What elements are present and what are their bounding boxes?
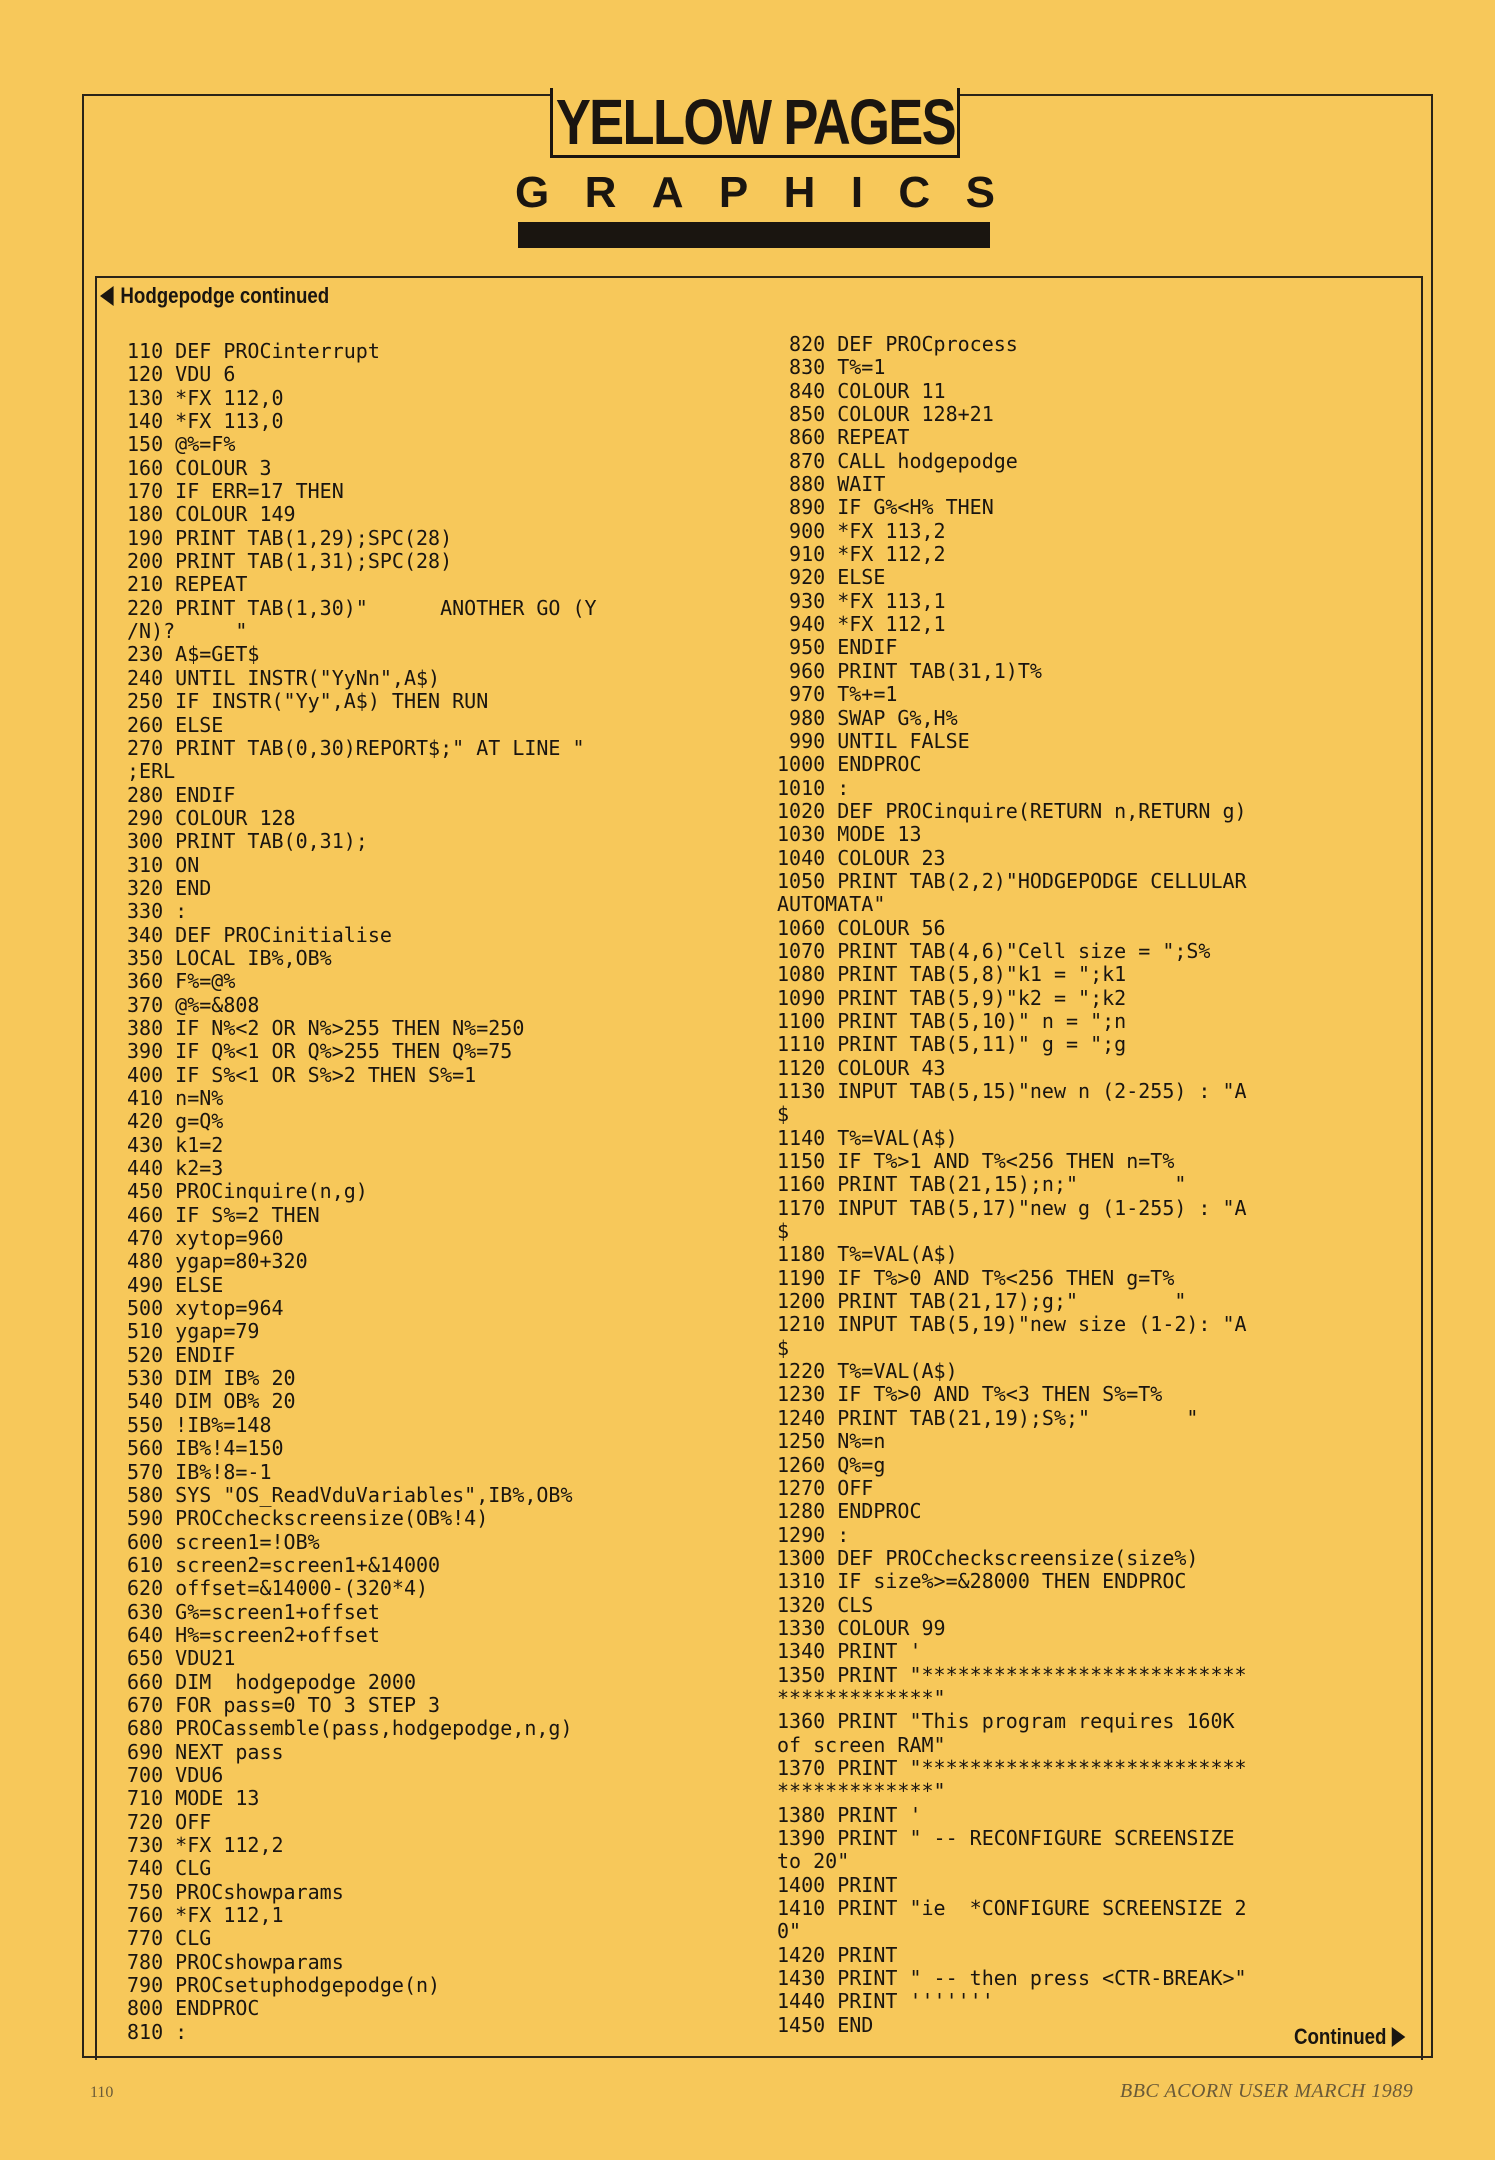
code-listing-right: 820 DEF PROCprocess 830 T%=1 840 COLOUR 11 850 COLOUR 128+21 860 REPEAT 870 CALL hodgepodge 880 WAIT 890 IF G%<H% THEN 900 *FX 113,2 910 *FX 112,2 920 ELSE 930 *FX 113,1 940 *FX 112,1 950 ENDIF 960 PRINT TAB(31,1)T% 970 T%+=1 980 SWAP G%,H% 990 UNTIL FALSE 1000 ENDPROC 1010 : 1020 DEF PROCinquire(RETURN n,RETURN g) 1030 MODE 13 1040 COLOUR 23 1050 PRINT TAB(2,2)"HODGEPODGE CELLULAR AUTOMATA" 1060 COLOUR 56 1070 PRINT TAB(4,6)"Cell size = ";S% 1080 PRINT TAB(5,8)"k1 = ";k1 1090 PRINT TAB(5,9)"k2 = ";k2 1100 PRINT TAB(5,10)" n = ";n 1110 PRINT TAB(5,11)" g = ";g 1120 COLOUR 43 1130 INPUT TAB(5,15)"new n (2-255) : "A $ 1140 T%=VAL(A$) 1150 IF T%>1 AND T%<256 THEN n=T% 1160 PRINT TAB(21,15);n;" " 1170 INPUT TAB(5,17)"new g (1-255) : "A $ 1180 T%=VAL(A$) 1190 IF T%>0 AND T%<256 THEN g=T% 1200 PRINT TAB(21,17);g;" " 1210 INPUT TAB(5,19)"new size (1-2): "A $ 1220 T%=VAL(A$) 1230 IF T%>0 AND T%<3 THEN S%=T% 1240 PRINT TAB(21,19);S%;" " 1250 N%=n 1260 Q%=g 1270 OFF 1280 ENDPROC 1290 : 1300 DEF PROCcheckscreensize(size%) 1310 IF size%>=&28000 THEN ENDPROC 1320 CLS 1330 COLOUR 99 1340 PRINT ' 1350 PRINT "*************************** *************" 1360 PRINT "This program requires 160K of screen RAM" 1370 PRINT "*************************** *************" 1380 PRINT ' 1390 PRINT " -- RECONFIGURE SCREENSIZE to 20" 1400 PRINT 1410 PRINT "ie *CONFIGURE SCREENSIZE 2 0" 1420 PRINT 1430 PRINT " -- then press <CTR-BREAK>" 1440 PRINT ''''''' 1450 END: [777, 332, 1247, 2037]
section-letter: G: [515, 168, 550, 217]
section-divider-bar: [518, 222, 990, 248]
publication-footer: BBC ACORN USER MARCH 1989: [1120, 2080, 1414, 2102]
arrow-right-icon: [1392, 2027, 1406, 2047]
masthead-title: YELLOW PAGES: [555, 85, 955, 158]
continued-from-text: Hodgepodge continued: [120, 283, 330, 308]
section-letter: C: [898, 168, 931, 217]
arrow-left-icon: [100, 286, 114, 306]
section-letter: P: [718, 168, 749, 217]
continued-to-text: Continued: [1294, 2024, 1387, 2049]
page-number: 110: [90, 2084, 114, 2101]
masthead-box: [550, 85, 960, 158]
section-title: [515, 168, 995, 218]
continued-from-label: [100, 283, 329, 309]
section-letter: I: [850, 168, 864, 217]
section-letter: S: [965, 168, 995, 217]
continued-to-label: [1294, 2024, 1405, 2050]
code-listing-left: 110 DEF PROCinterrupt 120 VDU 6 130 *FX 112,0 140 *FX 113,0 150 @%=F% 160 COLOUR 3 170 IF ERR=17 THEN 180 COLOUR 149 190 PRINT TAB(1,29);SPC(28) 200 PRINT TAB(1,31);SPC(28) 210 REPEAT 220 PRINT TAB(1,30)" ANOTHER GO (Y /N)? " 230 A$=GET$ 240 UNTIL INSTR("YyNn",A$) 250 IF INSTR("Yy",A$) THEN RUN 260 ELSE 270 PRINT TAB(0,30)REPORT$;" AT LINE " ;ERL 280 ENDIF 290 COLOUR 128 300 PRINT TAB(0,31); 310 ON 320 END 330 : 340 DEF PROCinitialise 350 LOCAL IB%,OB% 360 F%=@% 370 @%=&808 380 IF N%<2 OR N%>255 THEN N%=250 390 IF Q%<1 OR Q%>255 THEN Q%=75 400 IF S%<1 OR S%>2 THEN S%=1 410 n=N% 420 g=Q% 430 k1=2 440 k2=3 450 PROCinquire(n,g) 460 IF S%=2 THEN 470 xytop=960 480 ygap=80+320 490 ELSE 500 xytop=964 510 ygap=79 520 ENDIF 530 DIM IB% 20 540 DIM OB% 20 550 !IB%=148 560 IB%!4=150 570 IB%!8=-1 580 SYS "OS_ReadVduVariables",IB%,OB% 590 PROCcheckscreensize(OB%!4) 600 screen1=!OB% 610 screen2=screen1+&14000 620 offset=&14000-(320*4) 630 G%=screen1+offset 640 H%=screen2+offset 650 VDU21 660 DIM hodgepodge 2000 670 FOR pass=0 TO 3 STEP 3 680 PROCassemble(pass,hodgepodge,n,g) 690 NEXT pass 700 VDU6 710 MODE 13 720 OFF 730 *FX 112,2 740 CLG 750 PROCshowparams 760 *FX 112,1 770 CLG 780 PROCshowparams 790 PROCsetuphodgepodge(n) 800 ENDPROC 810 :: [127, 339, 597, 2044]
section-letter: R: [584, 168, 617, 217]
section-letter: A: [651, 168, 684, 217]
section-letter: H: [783, 168, 816, 217]
